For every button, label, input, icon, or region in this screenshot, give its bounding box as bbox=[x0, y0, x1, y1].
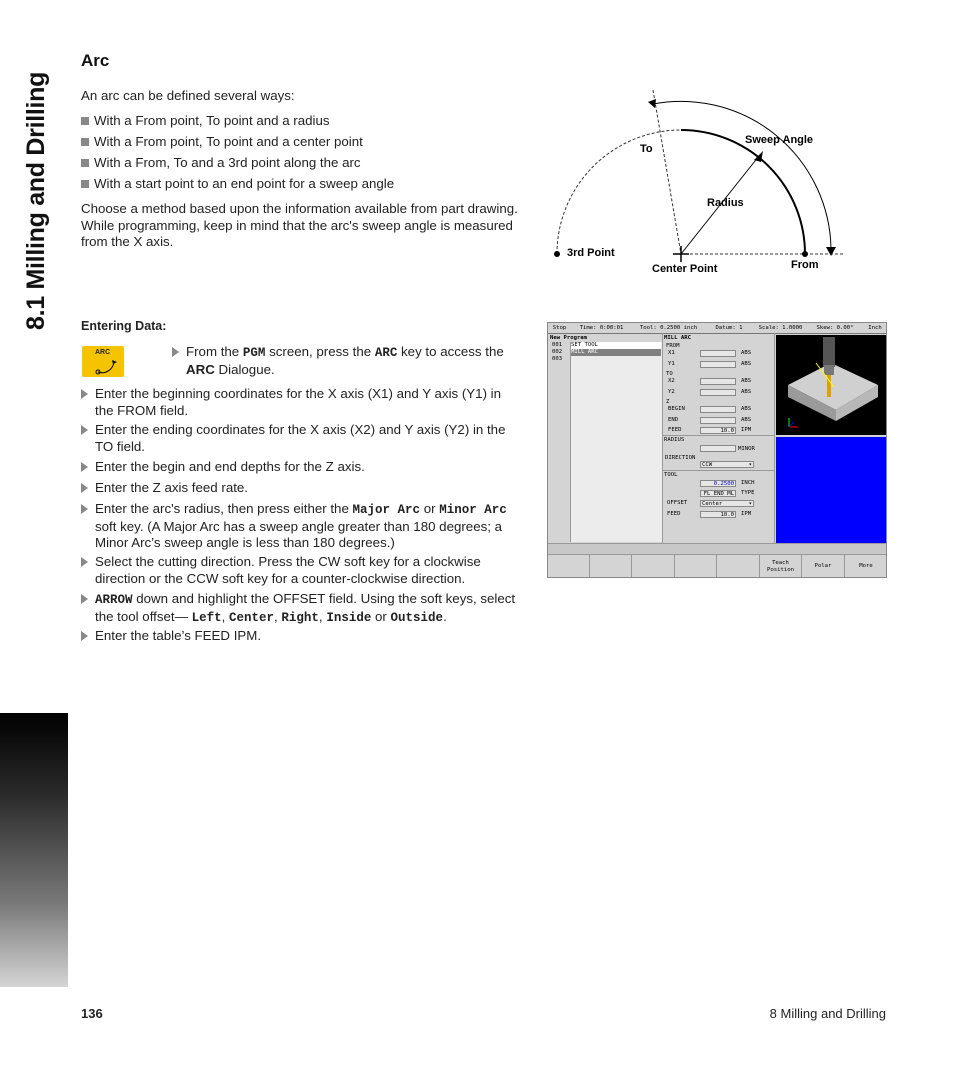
step-arrow-icon bbox=[81, 631, 88, 641]
softkey-teach-position[interactable]: Teach Position bbox=[760, 555, 802, 578]
offset-label: OFFSET bbox=[667, 500, 688, 506]
step-table-feed: Enter the table’s FEED IPM. bbox=[81, 628, 523, 645]
diagram-label-third-point: 3rd Point bbox=[567, 247, 615, 259]
way-item: With a From, To and a 3rd point along the arc bbox=[81, 155, 361, 172]
tool-feed-label: FEED bbox=[667, 511, 681, 517]
abs-label: ABS bbox=[741, 378, 752, 384]
abs-label: ABS bbox=[741, 389, 752, 395]
to-label: TO bbox=[666, 371, 673, 377]
from-label: FROM bbox=[666, 343, 680, 349]
softkey-3[interactable] bbox=[632, 555, 675, 578]
side-chapter-title: 8.1 Milling and Drilling bbox=[22, 71, 50, 330]
step-arrow-icon bbox=[81, 389, 88, 399]
radius-label: RADIUS bbox=[664, 437, 685, 443]
step-access-arc: From the PGM screen, press the ARC key to access the ARC Dialogue. bbox=[172, 344, 523, 378]
arc-key-label: ARC bbox=[95, 349, 111, 356]
bullet-square-icon bbox=[81, 138, 89, 146]
status-stop: Stop bbox=[548, 323, 572, 333]
status-datum: Datum: 1 bbox=[705, 323, 754, 333]
ipm-label: IPM bbox=[741, 427, 752, 433]
x1-label: X1 bbox=[668, 350, 675, 356]
page-number: 136 bbox=[81, 1006, 103, 1021]
footer-chapter: 8 Milling and Drilling bbox=[769, 1006, 886, 1021]
step-from-coords: Enter the beginning coordinates for the X axis (X1) and Y axis (Y1) in the FROM field. bbox=[81, 386, 523, 419]
program-line-number: 002 bbox=[552, 349, 563, 355]
step-z-feed: Enter the Z axis feed rate. bbox=[81, 480, 523, 497]
type-label: TYPE bbox=[741, 490, 755, 496]
status-tool: Tool: 0.2500 inch bbox=[632, 323, 706, 333]
softkey-more[interactable]: More bbox=[859, 563, 873, 569]
step-arrow-icon bbox=[81, 504, 88, 514]
begin-label: BEGIN bbox=[668, 406, 685, 412]
offset-select[interactable]: Center ▾ bbox=[702, 501, 752, 507]
tool-ipm-label: IPM bbox=[741, 511, 752, 517]
entering-data-heading: Entering Data: bbox=[81, 319, 167, 333]
step-arrow-icon bbox=[81, 462, 88, 472]
diagram-label-center-point: Center Point bbox=[652, 263, 718, 275]
end-label: END bbox=[668, 417, 679, 423]
step-arrow-icon bbox=[172, 347, 179, 357]
step-radius: Enter the arc's radius, then press either the Major Arc or Minor Arc soft key. (A Major Arc has a sweep angle greater than 180 degrees; a Minor Arc’s sweep angle is less than 180 degrees.) bbox=[81, 501, 523, 552]
status-units: Inch bbox=[862, 323, 887, 333]
x1-input[interactable] bbox=[700, 350, 736, 357]
abs-label: ABS bbox=[741, 406, 752, 412]
program-title: New Program bbox=[550, 335, 588, 341]
abs-label: ABS bbox=[741, 417, 752, 423]
section-heading: Arc bbox=[81, 51, 110, 70]
side-gradient-bar bbox=[0, 713, 68, 987]
step-arrow-icon bbox=[81, 557, 88, 567]
y2-label: Y2 bbox=[668, 389, 675, 395]
bullet-square-icon bbox=[81, 159, 89, 167]
tool-type-input[interactable]: FL END ML bbox=[700, 490, 736, 497]
feed-label: FEED bbox=[668, 427, 682, 433]
softkey-5[interactable] bbox=[717, 555, 760, 578]
step-to-coords: Enter the ending coordinates for the X axis (X2) and Y axis (Y2) in the TO field. bbox=[81, 422, 523, 455]
y1-input[interactable] bbox=[700, 361, 736, 368]
softkey-polar[interactable]: Polar bbox=[802, 555, 845, 578]
step-direction: Select the cutting direction. Press the CW soft key for a clockwise direction or the CCW soft key for a counter-clockwise direction. bbox=[81, 554, 523, 587]
inch-label: INCH bbox=[741, 480, 755, 486]
direction-select[interactable]: CCW ▾ bbox=[702, 462, 752, 468]
feed-input[interactable]: 10.0 bbox=[700, 427, 736, 434]
preview-blue-area bbox=[776, 437, 886, 543]
way-item: With a From point, To point and a center point bbox=[81, 134, 363, 151]
diagram-label-to: To bbox=[640, 143, 653, 155]
begin-input[interactable] bbox=[700, 406, 736, 413]
program-line-number: 001 bbox=[552, 342, 563, 348]
bullet-square-icon bbox=[81, 117, 89, 125]
toolpath-3d-preview bbox=[776, 335, 886, 435]
status-skew: Skew: 0.00° bbox=[808, 323, 863, 333]
program-line-number: 003 bbox=[552, 356, 563, 362]
step-arrow-icon bbox=[81, 425, 88, 435]
way-item: With a From point, To point and a radius bbox=[81, 113, 330, 130]
tool-label: TOOL bbox=[664, 472, 678, 478]
abs-label: ABS bbox=[741, 361, 752, 367]
tool-diameter-input[interactable]: 0.2500 bbox=[700, 480, 736, 487]
status-scale: Scale: 1.0000 bbox=[753, 323, 809, 333]
abs-label: ABS bbox=[741, 350, 752, 356]
y2-input[interactable] bbox=[700, 389, 736, 396]
step-arrow-icon bbox=[81, 483, 88, 493]
diagram-label-radius: Radius bbox=[707, 197, 744, 209]
arc-key-icon bbox=[82, 346, 124, 377]
step-offset: ARROW down and highlight the OFFSET field. Using the soft keys, select the tool offset— Left, Center, Right, Inside or Outside. bbox=[81, 591, 523, 626]
direction-label: DIRECTION bbox=[665, 455, 696, 461]
softkey-4[interactable] bbox=[675, 555, 717, 578]
arc-diagram bbox=[545, 88, 855, 278]
form-title: MILL ARC bbox=[664, 335, 691, 341]
end-input[interactable] bbox=[700, 417, 736, 424]
y1-label: Y1 bbox=[668, 361, 675, 367]
z-label: Z bbox=[666, 399, 670, 405]
program-line-selected[interactable]: MILL ARC bbox=[571, 349, 661, 356]
x2-label: X2 bbox=[668, 378, 675, 384]
diagram-label-sweep-angle: Sweep Angle bbox=[745, 134, 814, 146]
intro-text: An arc can be defined several ways: bbox=[81, 88, 295, 103]
program-line[interactable]: SET TOOL bbox=[571, 342, 661, 349]
step-arrow-icon bbox=[81, 594, 88, 604]
step-z-depths: Enter the begin and end depths for the Z axis. bbox=[81, 459, 523, 476]
bullet-square-icon bbox=[81, 180, 89, 188]
x2-input[interactable] bbox=[700, 378, 736, 385]
status-time: Time: 0:00:01 bbox=[571, 323, 633, 333]
choose-method-text: Choose a method based upon the information available from part drawing. While programming, keep in mind that the arc's sweep angle is measured from the X axis. bbox=[81, 201, 518, 249]
softkey-2[interactable] bbox=[590, 555, 632, 578]
softkey-1[interactable] bbox=[548, 555, 590, 578]
radius-input[interactable] bbox=[700, 445, 736, 452]
minor-label: MINOR bbox=[738, 446, 755, 452]
way-item: With a start point to an end point for a sweep angle bbox=[81, 176, 394, 193]
tool-feed-input[interactable]: 10.0 bbox=[700, 511, 736, 518]
program-list bbox=[570, 342, 663, 542]
diagram-label-from: From bbox=[791, 259, 819, 271]
mill-arc-screenshot bbox=[547, 322, 887, 578]
